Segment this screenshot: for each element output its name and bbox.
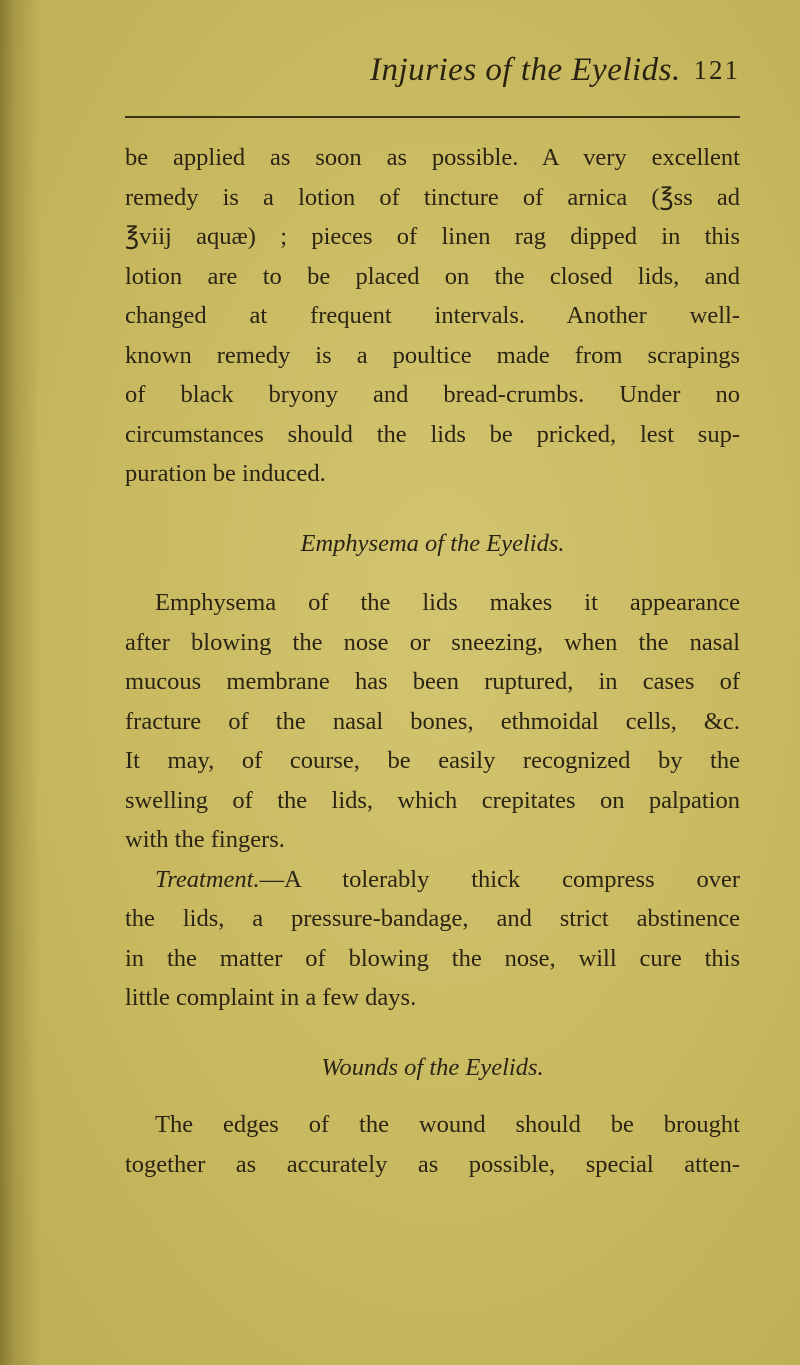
treatment-text: —A tolerably thick compress over — [259, 865, 740, 893]
text-line: in the matter of blowing the nose, will cure this — [125, 944, 740, 972]
body-text — [125, 138, 740, 1184]
header-rule — [125, 116, 740, 118]
text-line: fracture of the nasal bones, ethmoidal cells, &c. — [125, 707, 740, 735]
running-title: Injuries of the Eyelids. — [370, 52, 681, 88]
paragraph-arnica-remedy — [125, 138, 740, 494]
text-line: Emphysema of the lids makes it appearance — [155, 589, 740, 616]
section-heading-wounds: Wounds of the Eyelids. — [321, 1053, 544, 1081]
text-line: together as accurately as possible, special atten- — [125, 1150, 740, 1178]
paragraph-emphysema — [125, 583, 740, 860]
running-head — [125, 52, 740, 102]
text-line: with the fingers. — [125, 826, 285, 853]
treatment-label: Treatment. — [155, 865, 260, 893]
text-line: remedy is a lotion of tincture of arnica (℥ss ad — [125, 183, 740, 211]
text-line: known remedy is a poultice made from scrapings — [125, 341, 740, 369]
text-line: after blowing the nose or sneezing, when the nasal — [125, 628, 740, 656]
text-line: lotion are to be placed on the closed lids, and — [125, 262, 740, 290]
text-line: It may, of course, be easily recognized by the — [125, 747, 740, 774]
text-line: the lids, a pressure-bandage, and strict abstinence — [125, 905, 740, 932]
text-line: ℥viij aquæ) ; pieces of linen rag dipped in this — [125, 223, 740, 250]
text-line: be applied as soon as possible. A very excellent — [125, 144, 740, 171]
paragraph-wounds — [125, 1105, 740, 1184]
text-line: swelling of the lids, which crepitates on palpation — [125, 786, 740, 814]
text-line: puration be induced. — [125, 460, 326, 487]
page-number: 121 — [693, 55, 740, 85]
text-line — [125, 860, 740, 900]
text-line: circumstances should the lids be pricked, lest sup- — [125, 420, 740, 448]
text-line: of black bryony and bread-crumbs. Under no — [125, 381, 740, 408]
paragraph-treatment — [125, 860, 740, 1018]
text-line: mucous membrane has been ruptured, in cases of — [125, 668, 740, 695]
section-heading-emphysema: Emphysema of the Eyelids. — [300, 529, 565, 557]
text-line: The edges of the wound should be brought — [155, 1111, 740, 1138]
text-line: changed at frequent intervals. Another well- — [125, 302, 740, 329]
text-line: little complaint in a few days. — [125, 984, 417, 1011]
